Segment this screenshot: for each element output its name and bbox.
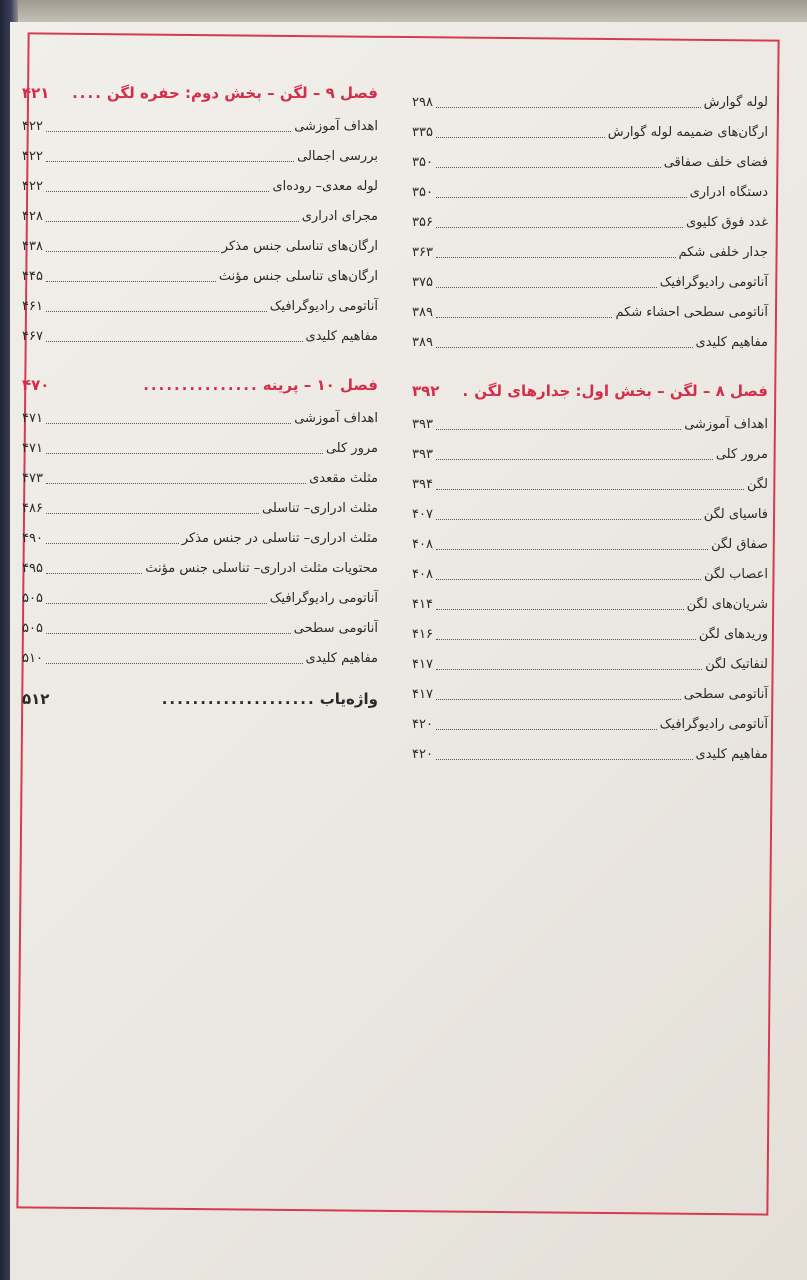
dot-leader bbox=[46, 594, 267, 604]
entry-title: مفاهیم کلیدی bbox=[695, 335, 768, 350]
entry-page-number: ۴۳۸ bbox=[22, 239, 43, 254]
dot-leader bbox=[46, 122, 291, 132]
dot-leader bbox=[436, 690, 681, 700]
entry-page-number: ۴۲۲ bbox=[22, 149, 43, 164]
entry-title: فاسیای لگن bbox=[703, 507, 768, 522]
dot-leader bbox=[436, 600, 684, 610]
entry-title: جدار خلفی شکم bbox=[678, 245, 768, 260]
dot-leader bbox=[46, 564, 142, 574]
entry-page-number: ۴۹۰ bbox=[22, 531, 43, 546]
chapter-heading-9[interactable] bbox=[22, 80, 378, 106]
intro-entry-list bbox=[412, 82, 768, 352]
toc-entry[interactable] bbox=[412, 464, 768, 494]
toc-entry[interactable] bbox=[22, 286, 378, 316]
entry-title: آناتومی رادیوگرافیک bbox=[269, 591, 378, 606]
dot-leader bbox=[436, 480, 744, 490]
dot-leader bbox=[436, 188, 687, 198]
toc-entry[interactable] bbox=[22, 166, 378, 196]
entry-title: آناتومی سطحی bbox=[293, 621, 378, 636]
entry-page-number: ۴۴۵ bbox=[22, 269, 43, 284]
toc-entry[interactable] bbox=[22, 518, 378, 548]
entry-page-number: ۳۹۳ bbox=[412, 417, 433, 432]
dot-leader bbox=[436, 660, 702, 670]
entry-page-number: ۴۷۱ bbox=[22, 411, 43, 426]
dot-leader bbox=[436, 510, 701, 520]
toc-entry[interactable] bbox=[412, 704, 768, 734]
toc-entry[interactable] bbox=[22, 136, 378, 166]
entry-page-number: ۳۸۹ bbox=[412, 335, 433, 350]
entry-page-number: ۴۶۷ bbox=[22, 329, 43, 344]
dot-leader bbox=[436, 158, 661, 168]
entry-title: لنفاتیک لگن bbox=[705, 657, 768, 672]
entry-title: مثلث ادراری– تناسلی bbox=[262, 501, 378, 516]
dot-leader bbox=[436, 450, 713, 460]
entry-title: صفاق لگن bbox=[711, 537, 768, 552]
entry-title: اهداف آموزشی bbox=[684, 417, 768, 432]
entry-page-number: ۴۷۱ bbox=[22, 441, 43, 456]
chapter-8-entry-list bbox=[412, 404, 768, 764]
chapter-heading-10[interactable] bbox=[22, 372, 378, 398]
toc-entry[interactable] bbox=[412, 112, 768, 142]
entry-page-number: ۴۰۷ bbox=[412, 507, 433, 522]
chapter-heading-8[interactable] bbox=[412, 378, 768, 404]
toc-entry[interactable] bbox=[22, 256, 378, 286]
toc-entry[interactable] bbox=[412, 172, 768, 202]
chapter-9-entry-list bbox=[22, 106, 378, 346]
entry-page-number: ۴۲۲ bbox=[22, 179, 43, 194]
toc-entry[interactable] bbox=[412, 614, 768, 644]
entry-page-number: ۳۵۰ bbox=[412, 185, 433, 200]
entry-page-number: ۴۱۷ bbox=[412, 657, 433, 672]
toc-entry[interactable] bbox=[412, 142, 768, 172]
entry-page-number: ۲۹۸ bbox=[412, 95, 433, 110]
dot-leader bbox=[436, 128, 605, 138]
entry-title: آناتومی سطحی احشاء شکم bbox=[615, 305, 768, 320]
entry-title: بررسی اجمالی bbox=[297, 149, 378, 164]
chapter-dots: ............... bbox=[143, 376, 259, 394]
entry-title: دستگاه ادراری bbox=[689, 185, 768, 200]
toc-entry[interactable] bbox=[412, 554, 768, 584]
dot-leader bbox=[436, 278, 657, 288]
chapter-10-entry-list bbox=[22, 398, 378, 668]
entry-page-number: ۵۰۵ bbox=[22, 621, 43, 636]
toc-entry[interactable] bbox=[22, 398, 378, 428]
chapter-dots: . bbox=[462, 382, 471, 400]
entry-title: مفاهیم کلیدی bbox=[695, 747, 768, 762]
index-page-number: ۵۱۲ bbox=[22, 690, 50, 708]
entry-page-number: ۴۲۸ bbox=[22, 209, 43, 224]
toc-entry[interactable] bbox=[412, 82, 768, 112]
entry-title: آناتومی سطحی bbox=[683, 687, 768, 702]
dot-leader bbox=[436, 570, 701, 580]
toc-entry[interactable] bbox=[412, 434, 768, 464]
entry-title: فضای خلف صفاقی bbox=[663, 155, 768, 170]
entry-title: لوله معدی– روده‌ای bbox=[272, 179, 378, 194]
entry-title: شریان‌های لگن bbox=[686, 597, 768, 612]
entry-page-number: ۴۰۸ bbox=[412, 537, 433, 552]
chapter-title: فصل ۱۰ – پرینه bbox=[262, 376, 378, 394]
toc-entry[interactable] bbox=[22, 638, 378, 668]
entry-page-number: ۴۶۱ bbox=[22, 299, 43, 314]
dot-leader bbox=[436, 720, 657, 730]
entry-title: اهداف آموزشی bbox=[294, 411, 378, 426]
toc-entry[interactable] bbox=[22, 488, 378, 518]
entry-page-number: ۳۵۶ bbox=[412, 215, 433, 230]
dot-leader bbox=[436, 308, 613, 318]
dot-leader bbox=[436, 540, 708, 550]
toc-entry[interactable] bbox=[22, 578, 378, 608]
index-dots: .................... bbox=[161, 690, 316, 708]
chapter-dots: .... bbox=[72, 84, 103, 102]
entry-page-number: ۵۱۰ bbox=[22, 651, 43, 666]
index-heading[interactable] bbox=[22, 686, 378, 712]
chapter-page-number: ۳۹۲ bbox=[412, 382, 440, 400]
dot-leader bbox=[436, 98, 701, 108]
dot-leader bbox=[46, 414, 291, 424]
dot-leader bbox=[46, 624, 291, 634]
dot-leader bbox=[436, 420, 681, 430]
entry-title: اعصاب لگن bbox=[703, 567, 768, 582]
entry-page-number: ۴۲۰ bbox=[412, 717, 433, 732]
entry-title: ارگان‌های تناسلی جنس مؤنث bbox=[218, 269, 378, 284]
entry-title: مجرای ادراری bbox=[301, 209, 378, 224]
chapter-page-number: ۴۲۱ bbox=[22, 84, 50, 102]
entry-title: وریدهای لگن bbox=[698, 627, 768, 642]
toc-entry[interactable] bbox=[412, 494, 768, 524]
toc-entry[interactable] bbox=[22, 106, 378, 136]
toc-column-right bbox=[412, 82, 768, 764]
entry-page-number: ۳۳۵ bbox=[412, 125, 433, 140]
entry-title: مرور کلی bbox=[325, 441, 378, 456]
entry-page-number: ۳۹۳ bbox=[412, 447, 433, 462]
toc-entry[interactable] bbox=[22, 458, 378, 488]
entry-title: غدد فوق کلیوی bbox=[686, 215, 768, 230]
dot-leader bbox=[46, 332, 303, 342]
entry-page-number: ۳۹۴ bbox=[412, 477, 433, 492]
toc-entry[interactable] bbox=[412, 262, 768, 292]
entry-page-number: ۴۰۸ bbox=[412, 567, 433, 582]
entry-page-number: ۳۵۰ bbox=[412, 155, 433, 170]
toc-entry[interactable] bbox=[22, 196, 378, 226]
entry-title: مثلث ادراری– تناسلی در جنس مذکر bbox=[181, 531, 378, 546]
dot-leader bbox=[436, 218, 683, 228]
entry-page-number: ۴۹۵ bbox=[22, 561, 43, 576]
toc-entry[interactable] bbox=[22, 316, 378, 346]
toc-column-left bbox=[22, 80, 378, 712]
dot-leader bbox=[436, 630, 696, 640]
toc-entry[interactable] bbox=[22, 608, 378, 638]
toc-entry[interactable] bbox=[412, 524, 768, 554]
toc-entry[interactable] bbox=[22, 226, 378, 256]
toc-entry[interactable] bbox=[412, 322, 768, 352]
entry-page-number: ۴۱۶ bbox=[412, 627, 433, 642]
toc-entry[interactable] bbox=[412, 292, 768, 322]
toc-entry[interactable] bbox=[412, 644, 768, 674]
entry-title: مفاهیم کلیدی bbox=[305, 651, 378, 666]
dot-leader bbox=[46, 474, 306, 484]
dot-leader bbox=[436, 248, 676, 258]
entry-title: محتویات مثلث ادراری– تناسلی جنس مؤنث bbox=[145, 561, 378, 576]
dot-leader bbox=[46, 182, 269, 192]
entry-page-number: ۴۷۳ bbox=[22, 471, 43, 486]
dot-leader bbox=[46, 242, 219, 252]
toc-entry[interactable] bbox=[412, 734, 768, 764]
entry-title: مفاهیم کلیدی bbox=[305, 329, 378, 344]
entry-title: ارگان‌های تناسلی جنس مذکر bbox=[221, 239, 378, 254]
entry-title: مرور کلی bbox=[715, 447, 768, 462]
entry-page-number: ۴۱۴ bbox=[412, 597, 433, 612]
toc-entry[interactable] bbox=[412, 404, 768, 434]
entry-page-number: ۵۰۵ bbox=[22, 591, 43, 606]
entry-page-number: ۳۸۹ bbox=[412, 305, 433, 320]
toc-entry[interactable] bbox=[22, 428, 378, 458]
chapter-title: فصل ۸ – لگن – بخش اول: جدارهای لگن bbox=[474, 382, 768, 400]
dot-leader bbox=[436, 338, 693, 348]
entry-title: اهداف آموزشی bbox=[294, 119, 378, 134]
toc-entry[interactable] bbox=[412, 232, 768, 262]
entry-title: لوله گوارش bbox=[703, 95, 768, 110]
entry-page-number: ۳۷۵ bbox=[412, 275, 433, 290]
dot-leader bbox=[46, 212, 299, 222]
index-title: واژه‌یاب bbox=[319, 690, 378, 708]
dot-leader bbox=[46, 302, 267, 312]
dot-leader bbox=[46, 444, 323, 454]
entry-page-number: ۴۲۲ bbox=[22, 119, 43, 134]
entry-page-number: ۳۶۳ bbox=[412, 245, 433, 260]
entry-title: آناتومی رادیوگرافیک bbox=[269, 299, 378, 314]
entry-title: مثلث مقعدی bbox=[309, 471, 378, 486]
dot-leader bbox=[46, 504, 259, 514]
entry-title: لگن bbox=[746, 477, 768, 492]
chapter-title: فصل ۹ – لگن – بخش دوم: حفره لگن bbox=[106, 84, 378, 102]
toc-entry[interactable] bbox=[22, 548, 378, 578]
entry-title: آناتومی رادیوگرافیک bbox=[659, 717, 768, 732]
entry-page-number: ۴۸۶ bbox=[22, 501, 43, 516]
dot-leader bbox=[46, 534, 179, 544]
dot-leader bbox=[436, 750, 693, 760]
dot-leader bbox=[46, 272, 216, 282]
toc-entry[interactable] bbox=[412, 584, 768, 614]
entry-title: آناتومی رادیوگرافیک bbox=[659, 275, 768, 290]
dot-leader bbox=[46, 152, 294, 162]
entry-page-number: ۴۲۰ bbox=[412, 747, 433, 762]
entry-title: ارگان‌های ضمیمه لوله گوارش bbox=[607, 125, 768, 140]
chapter-page-number: ۴۷۰ bbox=[22, 376, 50, 394]
entry-page-number: ۴۱۷ bbox=[412, 687, 433, 702]
toc-entry[interactable] bbox=[412, 202, 768, 232]
toc-entry[interactable] bbox=[412, 674, 768, 704]
dot-leader bbox=[46, 654, 303, 664]
